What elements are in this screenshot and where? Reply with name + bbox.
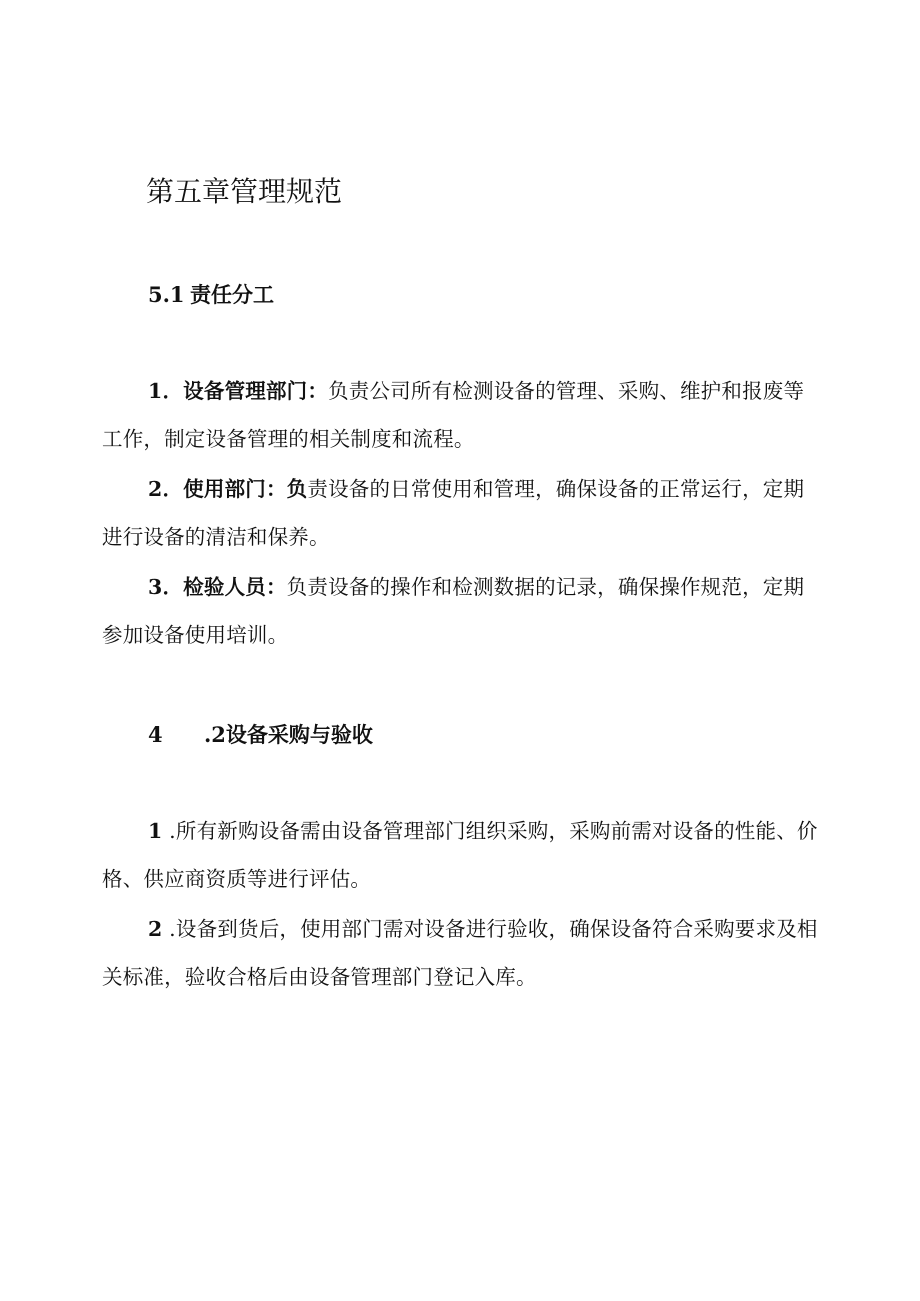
section-number: 5.1 bbox=[148, 282, 185, 307]
item-number: 1 bbox=[148, 819, 163, 843]
item-text: 责设备的日常使用和管理，确保设备的正常运行，定期进行设备的清洁和保养。 bbox=[102, 477, 805, 549]
section-heading-5-1 bbox=[148, 280, 274, 310]
duty-item-1 bbox=[102, 367, 822, 463]
section-title: .2设备采购与验收 bbox=[204, 722, 373, 747]
item-separator: ． bbox=[162, 379, 184, 403]
item-separator: ． bbox=[162, 575, 184, 599]
section-title: 责任分工 bbox=[190, 282, 274, 307]
procurement-item-1 bbox=[102, 807, 822, 903]
section-heading-4-2 bbox=[148, 720, 373, 750]
item-separator: . bbox=[162, 917, 176, 941]
item-lead: 检验人员： bbox=[183, 575, 287, 599]
item-lead: 设备管理部门： bbox=[183, 379, 329, 403]
item-text: 所有新购设备需由设备管理部门组织采购，采购前需对设备的性能、价格、供应商资质等进行评估。 bbox=[102, 819, 818, 891]
item-text: 负责设备的操作和检测数据的记录，确保操作规范，定期参加设备使用培训。 bbox=[102, 575, 805, 647]
item-number: 2 bbox=[148, 477, 163, 501]
item-separator: ． bbox=[162, 477, 184, 501]
item-text: 负责公司所有检测设备的管理、采购、维护和报废等工作，制定设备管理的相关制度和流程。 bbox=[102, 379, 805, 451]
item-text: 设备到货后，使用部门需对设备进行验收，确保设备符合采购要求及相关标准，验收合格后由设备管理部门登记入库。 bbox=[102, 917, 818, 989]
item-number: 2 bbox=[148, 917, 163, 941]
procurement-item-2 bbox=[102, 905, 822, 1001]
chapter-title: 第五章管理规范 bbox=[146, 175, 343, 208]
item-lead: 使用部门：负 bbox=[183, 477, 308, 501]
section-number: 4 bbox=[148, 722, 163, 747]
item-number: 1 bbox=[148, 379, 163, 403]
duty-item-2 bbox=[102, 465, 822, 561]
duty-item-3 bbox=[102, 563, 822, 659]
item-number: 3 bbox=[148, 575, 163, 599]
item-separator: . bbox=[162, 819, 176, 843]
